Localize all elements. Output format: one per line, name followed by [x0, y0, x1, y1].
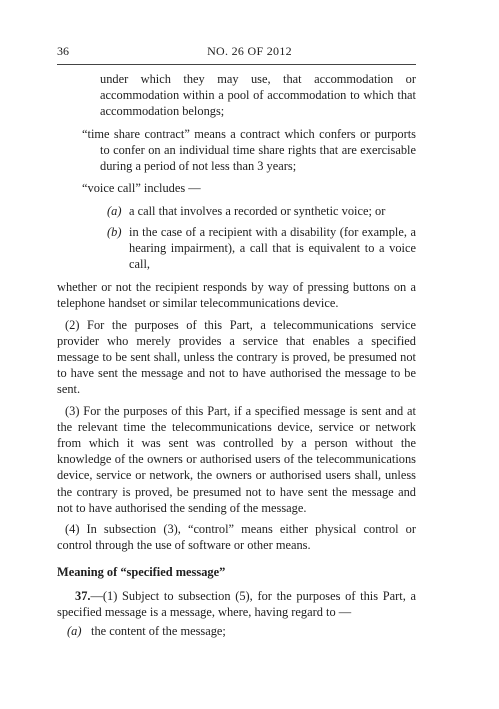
voice-call-item-b [107, 224, 416, 273]
item-label: (a) [107, 204, 122, 219]
definition-continuation: under which they may use, that accommodation or accommodation within a pool of accommodation to which that accommodation belongs; [100, 72, 416, 119]
header-rule [57, 64, 416, 65]
item-text: the content of the message; [91, 624, 226, 639]
document-body [57, 71, 416, 639]
voice-call-closing: whether or not the recipient responds by way of pressing buttons on a telephone handset or similar telecommunications device. [57, 280, 416, 311]
subsection-2: (2) For the purposes of this Part, a telecommunications service provider who merely provides a service that enables a specified message to be sent shall, unless the contrary is proved, be presumed not to have sent the message and not to have authorised the message to be sent. [57, 317, 416, 397]
section-heading: Meaning of “specified message” [57, 565, 226, 580]
running-head: NO. 26 OF 2012 [207, 44, 292, 58]
section-text: —(1) Subject to subsection (5), for the purposes of this Part, a specified message is a message, where, having regard to — [57, 588, 416, 619]
subsection-3: (3) For the purposes of this Part, if a specified message is sent and at the relevant time the telecommunications device, service or network from which it was sent was controlled by a person without the knowledge of the owners or authorised users of the telecommunications device, service or network, the owners or authorised users shall, unless the contrary is proved, be presumed not to have sent the message and not to have authorised the sending of the message. [57, 403, 416, 515]
subsection-4: (4) In subsection (3), “control” means either physical control or control through the use of software or other means. [57, 522, 416, 553]
item-label: (a) [67, 624, 82, 639]
item-label: (b) [107, 224, 122, 239]
item-text: in the case of a recipient with a disability (for example, a hearing impairment), a call that is equivalent to a voice call, [129, 224, 416, 272]
definition-time-share-contract: “time share contract” means a contract which confers or purports to confer on an individual time share rights that are exercisable during a period of not less than 3 years; [82, 126, 416, 174]
voice-call-item-a [107, 203, 416, 219]
definition-voice-call: “voice call” includes — [82, 181, 201, 196]
section-number: 37. [75, 588, 91, 603]
section-37 [57, 588, 416, 620]
page-number: 36 [57, 44, 69, 58]
item-text: a call that involves a recorded or synthetic voice; or [129, 204, 386, 219]
section-37-item-a [67, 623, 416, 639]
